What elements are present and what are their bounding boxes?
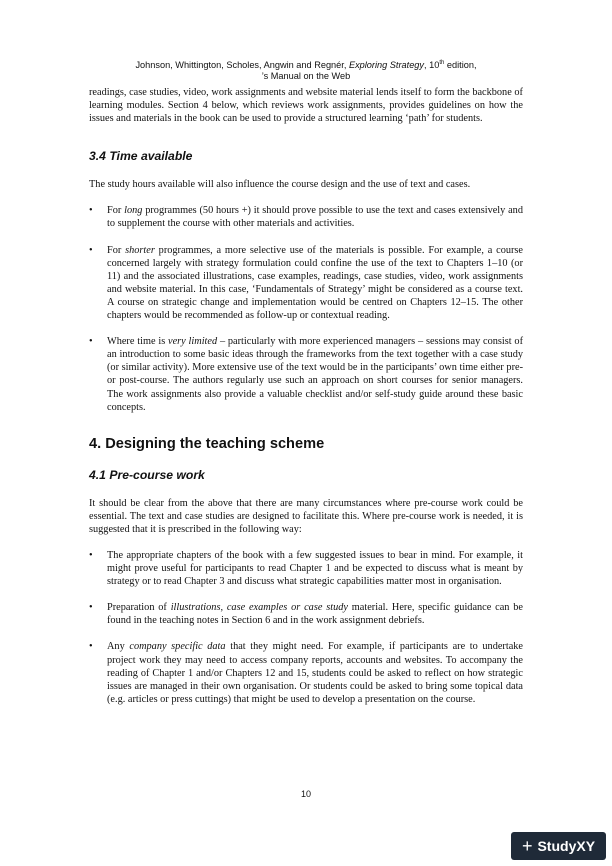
- section-4-1-list: [89, 549, 523, 706]
- studyxy-logo[interactable]: [511, 832, 606, 860]
- section-4-1-intro: It should be clear from the above that there are many circumstances where pre-course work could be essential. The text and case studies are designed to facilitate this. Where pre-course work is needed, it is suggested that it is prescribed in the following way:: [89, 497, 523, 535]
- bullet-icon: •: [89, 336, 93, 348]
- list-item: • Preparation of illustrations, case examples or case study material. Here, specific guidance can be found in the teaching notes in Section 6 and in the work assignment debriefs.: [89, 602, 523, 627]
- bullet-icon: •: [89, 205, 93, 217]
- section-4-1-heading: 4.1 Pre-course work: [89, 467, 205, 482]
- plus-icon: +: [521, 835, 533, 856]
- section-3-4-list: [89, 204, 523, 413]
- brand-name: StudyXY: [537, 838, 596, 854]
- list-item: • For long programmes (50 hours +) it should prove possible to use the text and cases extensively and to supplement the course with other materials and activities.: [89, 205, 523, 230]
- bullet-icon: •: [89, 602, 93, 614]
- section-4-heading: 4. Designing the teaching scheme: [89, 435, 325, 452]
- bullet-icon: •: [89, 641, 93, 653]
- bullet-icon: •: [89, 244, 93, 256]
- header-line-1: Johnson, Whittington, Scholes, Angwin and Regnér, Exploring Strategy, 10th edition,: [135, 60, 477, 71]
- bullet-icon: •: [89, 549, 93, 561]
- page-header: [0, 58, 612, 82]
- document-body: [89, 86, 523, 719]
- section-3-4-heading: 3.4 Time available: [89, 149, 193, 164]
- section-3-4-intro: The study hours available will also influence the course design and the use of text and cases.: [89, 179, 471, 191]
- book-title: Exploring Strategy: [348, 60, 425, 71]
- page-number: 10: [300, 789, 311, 799]
- intro-paragraph: readings, case studies, video, work assignments and website material lends itself to form the backbone of learning modules. Section 4 below, which reviews work assignments, provides guidelines on how the issues and materials in the book can be used to provide a structured learning ‘path’ for students.: [89, 87, 523, 125]
- list-item: • Where time is very limited – particularly with more experienced managers – sessions may consist of an introduction to some basic ideas through the frameworks from the text together with a case study (or similar activity). More extensive use of the text would be in the participants’ own time either pre- or post-course. The authors regularly use such an approach on short courses for senior managers. The work assignments also provide a valuable checklist and/or self-study guide around these basic concepts.: [89, 336, 524, 413]
- list-item: • For shorter programmes, a more selective use of the materials is possible. For example, a course concerned largely with strategy formulation could confine the use of the text to Chapters 1–10 (or 11) and the associated illustrations, case examples, readings, case studies, video, work assignments and website material. In this case, ‘Fundamentals of Strategy’ might be considered as a course text. A course on strategic change and implementation would be centred on Chapters 12–15. The other chapters would be recommended as follow-up or contextual reading.: [89, 244, 523, 322]
- list-item: • Any company specific data that they might need. For example, if participants are to undertake project work they may need to access company reports, accounts and websites. To accompany the reading of Chapter 1 and/or Chapters 12 and 15, students could be asked to reflect on how strategic issues are managed in their own organisation. Or students could be asked to bring some topical data (e.g. articles or press cuttings) that might be used to develop a presentation on the course.: [89, 641, 524, 705]
- list-item: • The appropriate chapters of the book with a few suggested issues to bear in mind. For example, it might prove useful for participants to read Chapter 1 and be expected to discuss what is meant by strategy or to read Chapter 3 and discuss what strategic capabilities matter most in organisation.: [89, 549, 523, 588]
- header-line-2: ’s Manual on the Web: [261, 71, 351, 82]
